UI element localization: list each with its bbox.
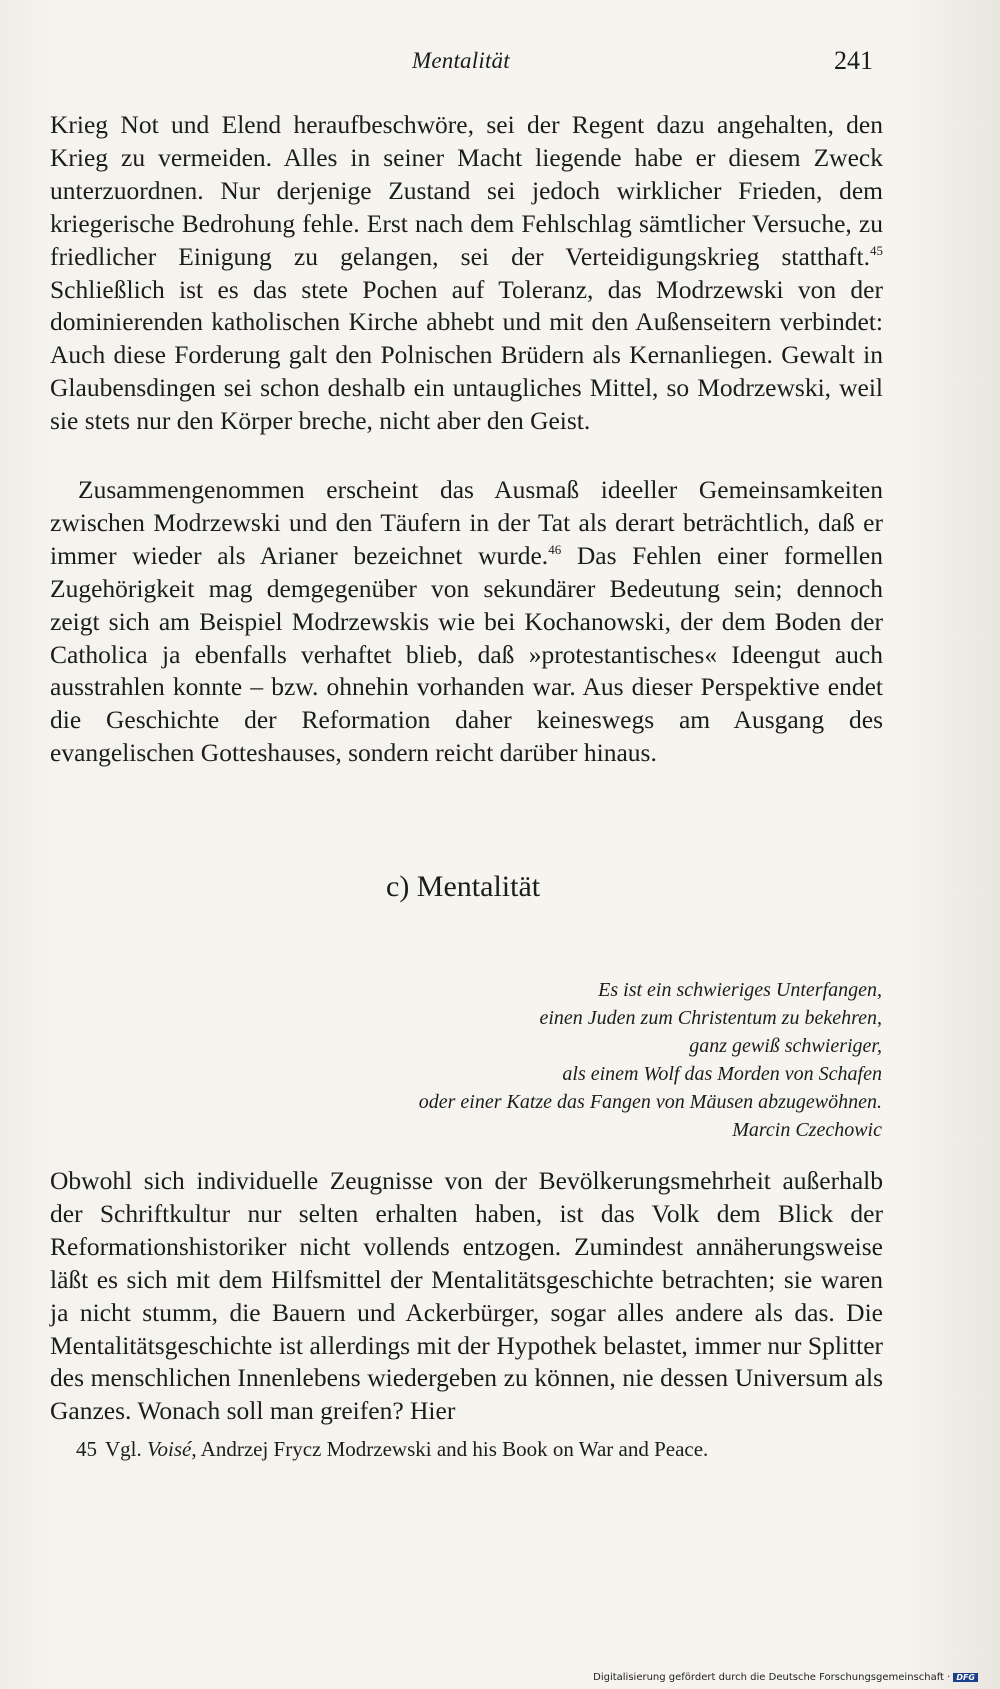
paragraph-text: Schließlich ist es das stete Pochen auf Toleranz, das Modrzewski von der dominierenden katholischen Kirche abhebt und mit den Außenseitern verbindet: Auch diese Forderung galt den Polnischen Brüdern als Kernanliegen. Gewalt in Glaubensdingen sei schon deshalb ein untaugliches Mittel, so Modrzewski, weil sie stets nur den Körper breche, nicht aber den Geist.	[50, 274, 883, 436]
footnote-author: Voisé	[147, 1437, 192, 1461]
paragraph-text: Zusammengenommen erscheint das Ausmaß ideeller Gemeinsamkeiten zwischen Modrzewski und den Täufern in der Tat als derart beträchtlich, daß er immer wieder als Arianer bezeichnet wurde.	[50, 475, 883, 570]
epigraph-line: Es ist ein schwieriges Unterfangen,	[598, 979, 882, 1001]
section-heading: c) Mentalität	[386, 870, 541, 903]
footnote-prefix: Vgl.	[105, 1437, 147, 1461]
page-number: 241	[834, 46, 873, 75]
footnote-number: 45	[76, 1437, 97, 1461]
running-header-title: Mentalität	[412, 48, 510, 73]
dfg-logo: DFG	[953, 1673, 978, 1682]
credit-text: Digitalisierung gefördert durch die Deutsche Forschungsgemeinschaft ·	[593, 1672, 951, 1683]
epigraph-line: oder einer Katze das Fangen von Mäusen abzugewöhnen.	[418, 1091, 882, 1113]
footnote-45	[76, 1437, 708, 1462]
body-paragraph-3	[50, 1165, 883, 1428]
epigraph	[182, 976, 882, 1144]
epigraph-line: ganz gewiß schwieriger,	[689, 1035, 882, 1057]
paragraph-text: Krieg Not und Elend heraufbeschwöre, sei der Regent dazu angehalten, den Krieg zu vermeiden. Alles in seiner Macht liegende habe er diesem Zweck unterzuordnen. Nur derjenige Zustand sei jedoch wirklicher Frieden, dem kriegerische Bedrohung fehle. Erst nach dem Fehlschlag sämtlicher Versuche, zu friedlicher Einigung zu gelangen, sei der Verteidigungskrieg statthaft.	[50, 110, 883, 271]
body-paragraph-2	[50, 474, 883, 770]
digitization-credit	[593, 1672, 978, 1683]
body-paragraph-1	[50, 109, 883, 438]
footnote-reference-46: 46	[548, 541, 562, 557]
footnote-text: , Andrzej Frycz Modrzewski and his Book on War and Peace.	[191, 1437, 709, 1461]
paragraph-text: Obwohl sich individuelle Zeugnisse von der Bevölkerungsmehrheit außerhalb der Schriftkultur nur selten erhalten haben, ist das Volk dem Blick der Reformationshistoriker nicht vollends entzogen. Zumindest annäherungsweise läßt es sich mit dem Hilfsmittel der Mentalitätsgeschichte betrachten; sie waren ja nicht stumm, die Bauern und Ackerbürger, sogar alles andere als das. Die Mentalitätsgeschichte ist allerdings mit der Hypothek belastet, immer nur Splitter des menschlichen Innenlebens wiedergeben zu können, nie dessen Universum als Ganzes. Wonach soll man greifen? Hier	[50, 1166, 883, 1426]
epigraph-author: Marcin Czechowic	[732, 1119, 882, 1141]
footnote-reference-45: 45	[870, 242, 883, 258]
epigraph-line: einen Juden zum Christentum zu bekehren,	[539, 1007, 882, 1029]
paragraph-text: Das Fehlen einer formellen Zugehörigkeit mag demgegenüber von sekundärer Bedeutung sein; dennoch zeigt sich am Beispiel Modrzewskis wie bei Kochanowski, der dem Boden der Catholica ja ebenfalls verhaftet blieb, daß »protestantisches« Ideengut auch ausstrahlen konnte – bzw. ohnehin vorhanden war. Aus dieser Perspektive endet die Geschichte der Reformation daher keineswegs am Ausgang des evangelischen Gotteshauses, sondern reicht darüber hinaus.	[50, 540, 884, 768]
epigraph-line: als einem Wolf das Morden von Schafen	[562, 1063, 882, 1085]
